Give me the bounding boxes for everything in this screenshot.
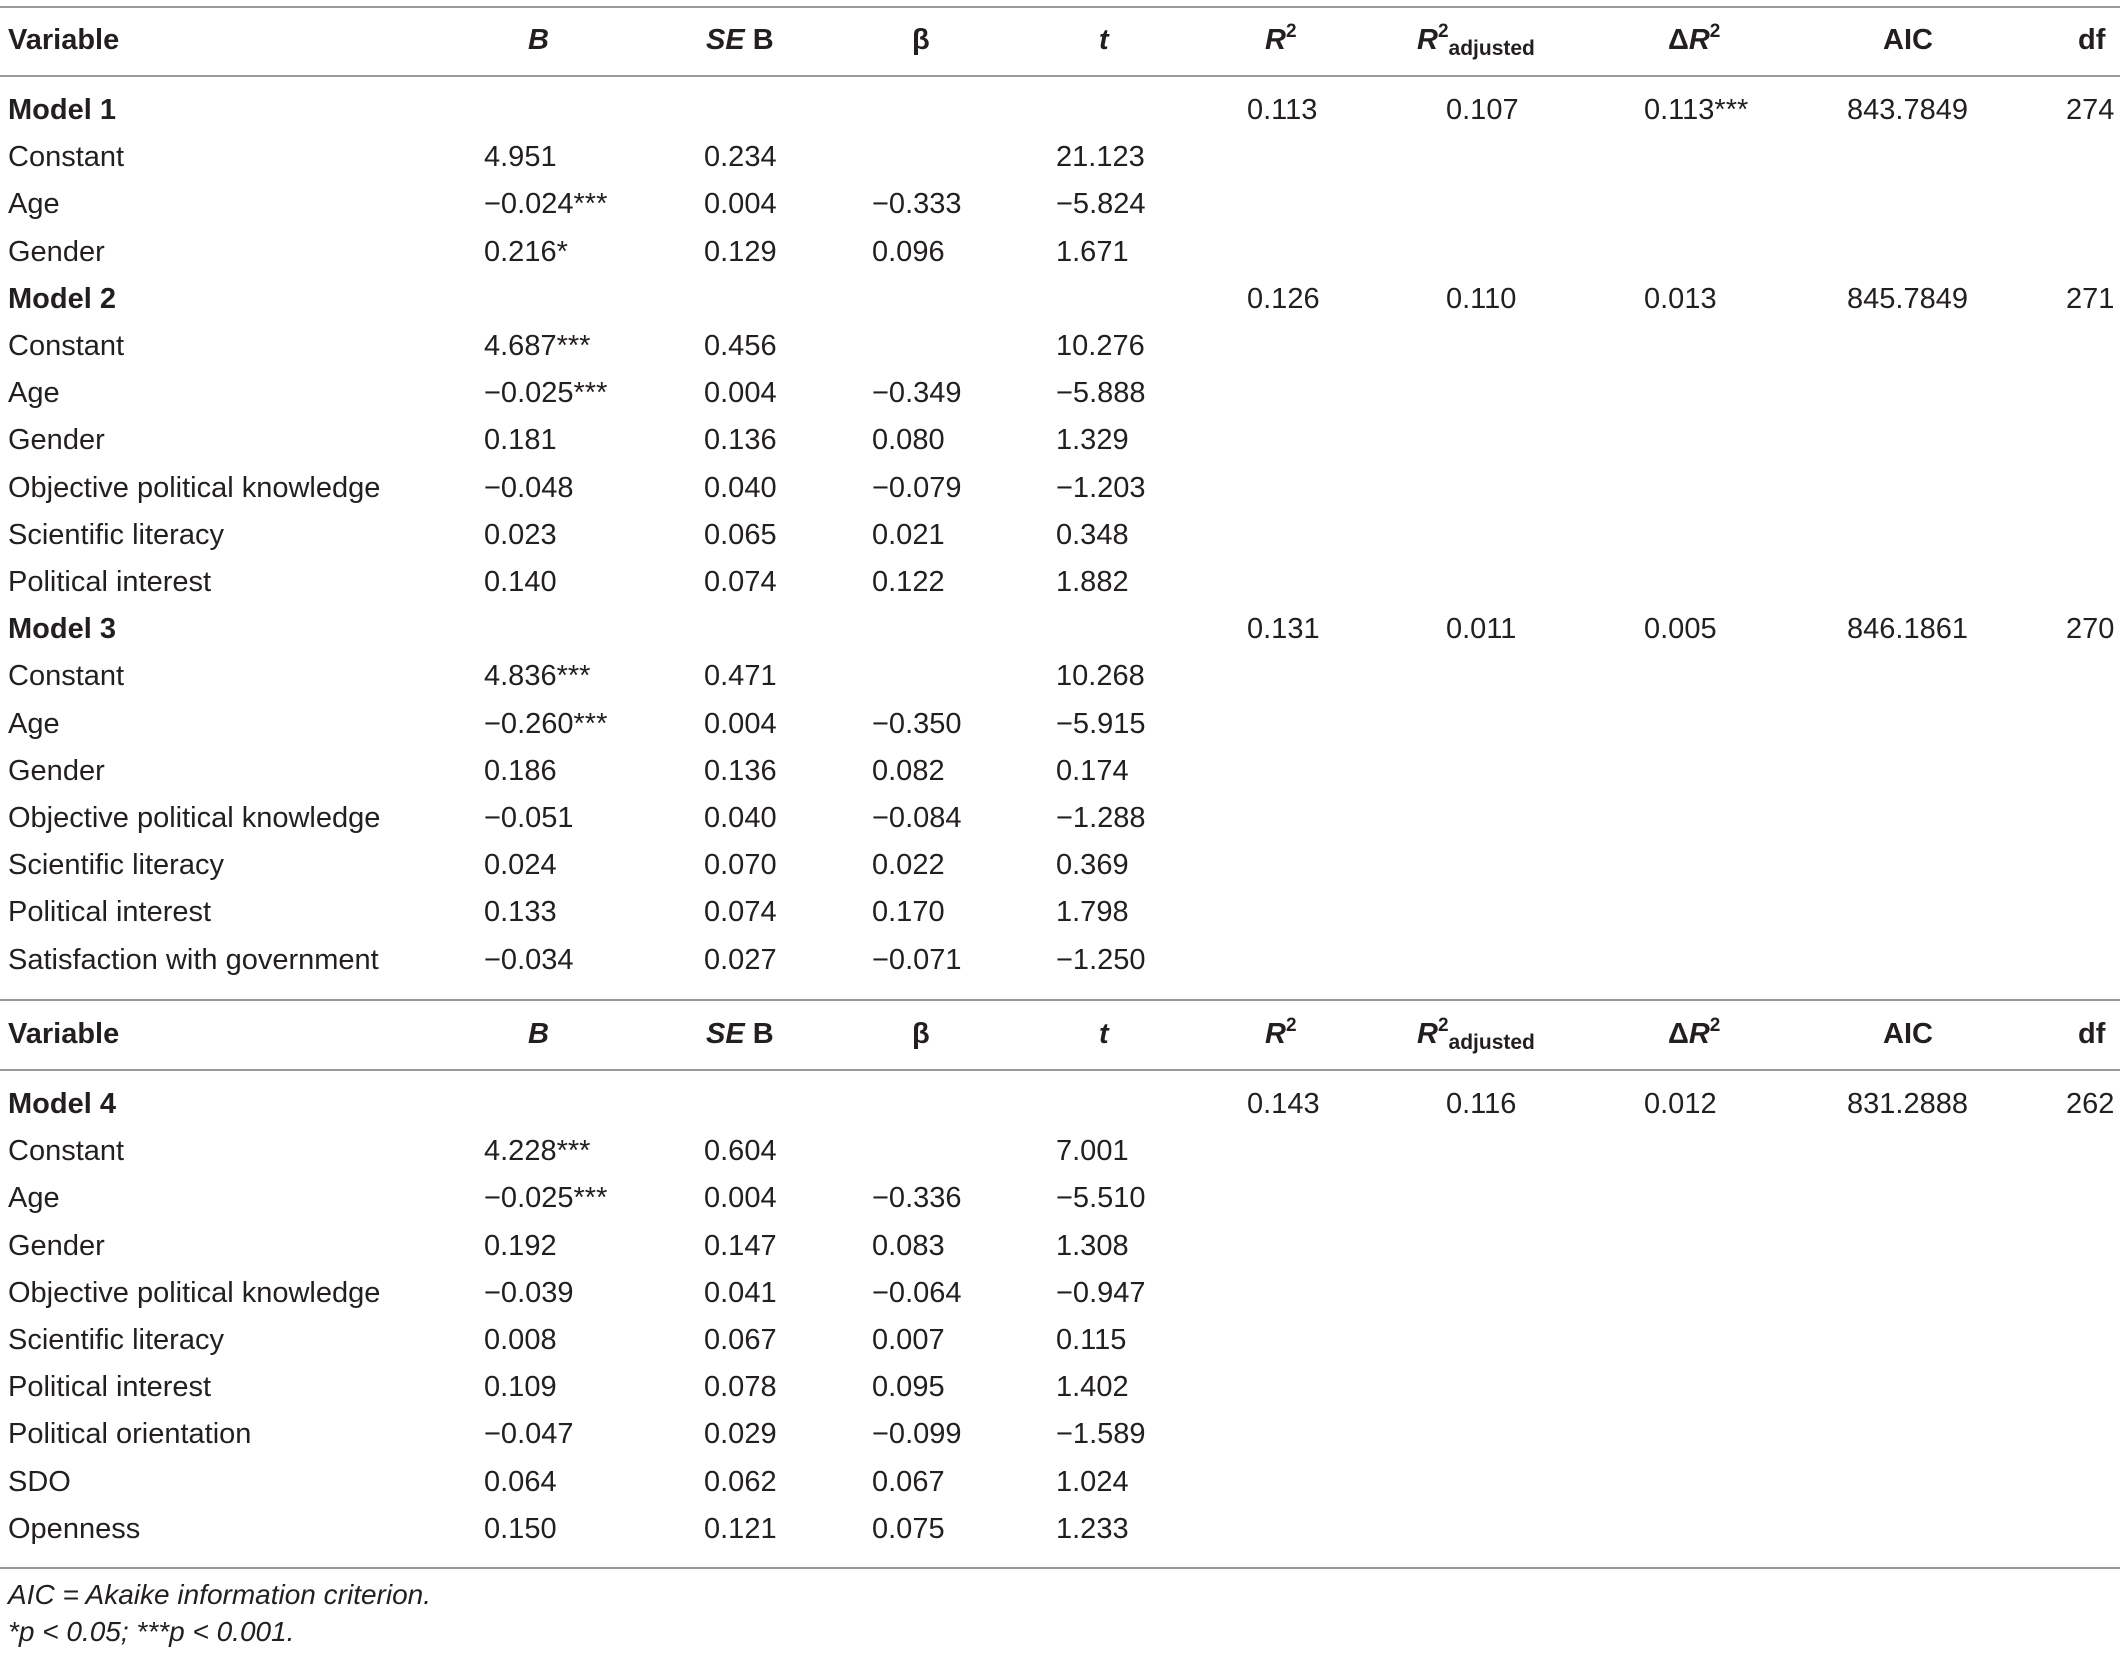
cell-t: −1.589 <box>1056 1418 1146 1451</box>
table-bottom-rule <box>0 1567 2120 1569</box>
cell-beta: 0.007 <box>872 1324 945 1356</box>
cell-r2: 0.126 <box>1247 282 1320 315</box>
cell-dr2: 0.113*** <box>1644 94 1749 126</box>
cell-df: 274 <box>2066 94 2115 126</box>
table-row <box>0 701 2120 748</box>
cell-r2adj: 0.110 <box>1446 282 1517 315</box>
cell-b: −0.047 <box>484 1418 574 1451</box>
table-row <box>0 134 2120 181</box>
cell-t: 1.024 <box>1056 1465 1129 1498</box>
table-row <box>0 512 2120 559</box>
cell-se: 0.004 <box>704 377 777 410</box>
cell-b: 0.192 <box>484 1229 557 1262</box>
header-se-b: SE B <box>706 24 774 56</box>
cell-beta: 0.083 <box>872 1229 945 1262</box>
cell-r2: 0.113 <box>1247 94 1318 126</box>
cell-r2: 0.131 <box>1247 613 1320 646</box>
header-row-1 <box>0 17 2120 64</box>
model-header-row <box>0 276 2120 323</box>
table-row <box>0 1459 2120 1506</box>
cell-b: −0.260*** <box>484 707 608 740</box>
cell-b: −0.051 <box>484 802 574 834</box>
table-row <box>0 229 2120 276</box>
cell-t: 0.348 <box>1056 518 1129 551</box>
header-variable: Variable <box>8 1018 120 1050</box>
cell-se: 0.004 <box>704 1182 777 1215</box>
footnote-significance: *p < 0.05; ***p < 0.001. <box>8 1616 295 1647</box>
variable-name: Constant <box>8 330 125 362</box>
variable-name: Constant <box>8 660 125 693</box>
table-row <box>0 559 2120 606</box>
table-row <box>0 465 2120 512</box>
header-beta: β <box>912 1018 930 1050</box>
header-r2-adjusted: $R^2_{adjusted}$ <box>1417 1015 1535 1054</box>
cell-b: 0.181 <box>484 424 557 457</box>
cell-beta: −0.064 <box>872 1276 962 1309</box>
header-aic: AIC <box>1883 24 1933 56</box>
cell-t: 1.329 <box>1056 424 1129 457</box>
variable-name: Satisfaction with government <box>8 943 379 976</box>
cell-b: −0.024*** <box>484 188 608 221</box>
cell-t: 0.369 <box>1056 849 1129 882</box>
cell-t: 1.233 <box>1056 1512 1129 1545</box>
header-b: B <box>528 24 549 56</box>
cell-beta: 0.080 <box>872 424 945 457</box>
cell-b: 0.150 <box>484 1512 557 1545</box>
header-delta-r2: $\Delta R^2$ <box>1668 21 1721 56</box>
variable-name: SDO <box>8 1465 71 1498</box>
cell-beta: 0.075 <box>872 1512 945 1545</box>
cell-r2: 0.143 <box>1247 1088 1320 1120</box>
cell-se: 0.129 <box>704 235 777 268</box>
variable-name: Age <box>8 1182 60 1215</box>
variable-name: Scientific literacy <box>8 849 224 882</box>
cell-beta: 0.095 <box>872 1371 945 1404</box>
table-row <box>0 1223 2120 1270</box>
cell-se: 0.070 <box>704 849 777 882</box>
cell-b: −0.039 <box>484 1276 574 1309</box>
variable-name: Political interest <box>8 566 212 598</box>
cell-se: 0.041 <box>704 1276 777 1309</box>
model-label: Model 3 <box>8 613 116 646</box>
cell-df: 270 <box>2066 613 2115 646</box>
table-row <box>0 1128 2120 1175</box>
variable-name: Gender <box>8 235 105 268</box>
cell-dr2: 0.012 <box>1644 1088 1717 1120</box>
variable-name: Political interest <box>8 896 212 929</box>
cell-aic: 831.2888 <box>1847 1088 1968 1120</box>
table-row <box>0 653 2120 700</box>
cell-beta: −0.099 <box>872 1418 962 1451</box>
cell-se: 0.074 <box>704 896 777 929</box>
cell-beta: −0.079 <box>872 471 962 504</box>
header-row-2 <box>0 1011 2120 1058</box>
cell-se: 0.074 <box>704 566 777 598</box>
header-df: df <box>2078 24 2106 56</box>
cell-se: 0.004 <box>704 707 777 740</box>
header-r2: $R^2$ <box>1265 1015 1297 1050</box>
cell-t: −0.947 <box>1056 1276 1146 1309</box>
cell-se: 0.471 <box>704 660 777 693</box>
cell-df: 262 <box>2066 1088 2115 1120</box>
variable-name: Age <box>8 377 60 410</box>
cell-t: 1.798 <box>1056 896 1129 929</box>
cell-b: 0.024 <box>484 849 557 882</box>
variable-name: Age <box>8 188 60 221</box>
cell-t: −5.824 <box>1056 188 1146 221</box>
table-row <box>0 323 2120 370</box>
cell-b: 0.140 <box>484 566 557 598</box>
cell-beta: −0.084 <box>872 802 962 834</box>
table-row <box>0 181 2120 228</box>
cell-dr2: 0.013 <box>1644 282 1717 315</box>
cell-b: −0.048 <box>484 471 574 504</box>
model-label: Model 1 <box>8 94 116 126</box>
cell-t: −1.288 <box>1056 802 1146 834</box>
header-r2-adjusted: $R^2_{adjusted}$ <box>1417 21 1535 60</box>
cell-beta: −0.071 <box>872 943 962 976</box>
cell-t: −5.888 <box>1056 377 1146 410</box>
cell-t: −1.203 <box>1056 471 1146 504</box>
variable-name: Political orientation <box>8 1418 252 1451</box>
cell-t: −1.250 <box>1056 943 1146 976</box>
cell-t: 1.882 <box>1056 566 1129 598</box>
cell-b: 0.133 <box>484 896 557 929</box>
table-row <box>0 748 2120 795</box>
cell-t: −5.510 <box>1056 1182 1146 1215</box>
cell-t: 10.276 <box>1056 330 1145 362</box>
model-header-row <box>0 87 2120 134</box>
cell-b: 0.216* <box>484 235 568 268</box>
cell-beta: 0.021 <box>872 518 945 551</box>
cell-se: 0.065 <box>704 518 777 551</box>
cell-beta: −0.350 <box>872 707 962 740</box>
variable-name: Gender <box>8 754 105 787</box>
cell-aic: 845.7849 <box>1847 282 1968 315</box>
cell-b: −0.025*** <box>484 1182 608 1215</box>
variable-name: Constant <box>8 1135 125 1168</box>
variable-name: Objective political knowledge <box>8 471 381 504</box>
cell-t: 0.115 <box>1056 1324 1127 1356</box>
cell-beta: −0.349 <box>872 377 962 410</box>
cell-t: 1.402 <box>1056 1371 1129 1404</box>
cell-beta: 0.067 <box>872 1465 945 1498</box>
cell-r2adj: 0.107 <box>1446 94 1519 126</box>
table-top-rule <box>0 6 2120 8</box>
cell-b: 0.186 <box>484 754 557 787</box>
cell-t: 1.308 <box>1056 1229 1129 1262</box>
variable-name: Scientific literacy <box>8 1324 224 1356</box>
cell-se: 0.040 <box>704 802 777 834</box>
cell-b: 4.228*** <box>484 1135 591 1168</box>
cell-b: −0.025*** <box>484 377 608 410</box>
variable-name: Objective political knowledge <box>8 802 381 834</box>
cell-se: 0.078 <box>704 1371 777 1404</box>
cell-se: 0.121 <box>704 1512 777 1545</box>
cell-beta: −0.336 <box>872 1182 962 1215</box>
cell-se: 0.040 <box>704 471 777 504</box>
header-delta-r2: $\Delta R^2$ <box>1668 1015 1721 1050</box>
header-beta: β <box>912 24 930 56</box>
table-row <box>0 1506 2120 1553</box>
cell-t: −5.915 <box>1056 707 1146 740</box>
cell-b: 0.064 <box>484 1465 557 1498</box>
variable-name: Gender <box>8 1229 105 1262</box>
cell-beta: 0.082 <box>872 754 945 787</box>
cell-se: 0.067 <box>704 1324 777 1356</box>
header-t: t <box>1099 24 1109 56</box>
table-row <box>0 842 2120 889</box>
variable-name: Gender <box>8 424 105 457</box>
cell-r2adj: 0.011 <box>1446 613 1517 646</box>
header-df: df <box>2078 1018 2106 1050</box>
cell-aic: 846.1861 <box>1847 613 1968 646</box>
cell-beta: 0.022 <box>872 849 945 882</box>
table-row <box>0 795 2120 842</box>
cell-b: 0.023 <box>484 518 557 551</box>
table-row <box>0 1411 2120 1458</box>
cell-se: 0.136 <box>704 424 777 457</box>
cell-se: 0.027 <box>704 943 777 976</box>
cell-beta: 0.170 <box>872 896 945 929</box>
table-row <box>0 1175 2120 1222</box>
table-row <box>0 937 2120 984</box>
cell-t: 1.671 <box>1056 235 1129 268</box>
cell-b: 4.836*** <box>484 660 591 693</box>
cell-beta: 0.122 <box>872 566 945 598</box>
table-row <box>0 417 2120 464</box>
table-row <box>0 1270 2120 1317</box>
cell-beta: −0.333 <box>872 188 962 221</box>
cell-t: 7.001 <box>1056 1135 1129 1168</box>
footnote-abbreviation: AIC = Akaike information criterion. <box>8 1579 432 1610</box>
cell-b: 0.008 <box>484 1324 557 1356</box>
block-separator-rule <box>0 999 2120 1001</box>
variable-name: Constant <box>8 141 125 174</box>
model-label: Model 2 <box>8 282 116 315</box>
model-header-row <box>0 606 2120 653</box>
model-label: Model 4 <box>8 1088 116 1120</box>
cell-se: 0.147 <box>704 1229 777 1262</box>
variable-name: Political interest <box>8 1371 212 1404</box>
cell-df: 271 <box>2066 282 2115 315</box>
table-row <box>0 889 2120 936</box>
table-row <box>0 370 2120 417</box>
cell-se: 0.604 <box>704 1135 777 1168</box>
cell-beta: 0.096 <box>872 235 945 268</box>
header-t: t <box>1099 1018 1109 1050</box>
variable-name: Openness <box>8 1512 141 1545</box>
model-header-row <box>0 1081 2120 1128</box>
cell-dr2: 0.005 <box>1644 613 1717 646</box>
cell-se: 0.004 <box>704 188 777 221</box>
header-b: B <box>528 1018 549 1050</box>
cell-b: 4.951 <box>484 141 557 174</box>
header-rule-1 <box>0 75 2120 77</box>
cell-r2adj: 0.116 <box>1446 1088 1517 1120</box>
variable-name: Objective political knowledge <box>8 1276 381 1309</box>
variable-name: Scientific literacy <box>8 518 224 551</box>
header-rule-2 <box>0 1069 2120 1071</box>
cell-b: −0.034 <box>484 943 574 976</box>
cell-b: 4.687*** <box>484 330 591 362</box>
cell-se: 0.062 <box>704 1465 777 1498</box>
variable-name: Age <box>8 707 60 740</box>
cell-t: 10.268 <box>1056 660 1145 693</box>
cell-aic: 843.7849 <box>1847 94 1968 126</box>
header-r2: $R^2$ <box>1265 21 1297 56</box>
cell-t: 21.123 <box>1056 141 1145 174</box>
table-footnotes <box>8 1576 431 1650</box>
header-variable: Variable <box>8 24 120 56</box>
cell-se: 0.029 <box>704 1418 777 1451</box>
header-aic: AIC <box>1883 1018 1933 1050</box>
cell-se: 0.456 <box>704 330 777 362</box>
cell-t: 0.174 <box>1056 754 1129 787</box>
cell-se: 0.234 <box>704 141 777 174</box>
cell-se: 0.136 <box>704 754 777 787</box>
table-row <box>0 1364 2120 1411</box>
header-se-b: SE B <box>706 1018 774 1050</box>
cell-b: 0.109 <box>484 1371 557 1404</box>
table-row <box>0 1317 2120 1364</box>
